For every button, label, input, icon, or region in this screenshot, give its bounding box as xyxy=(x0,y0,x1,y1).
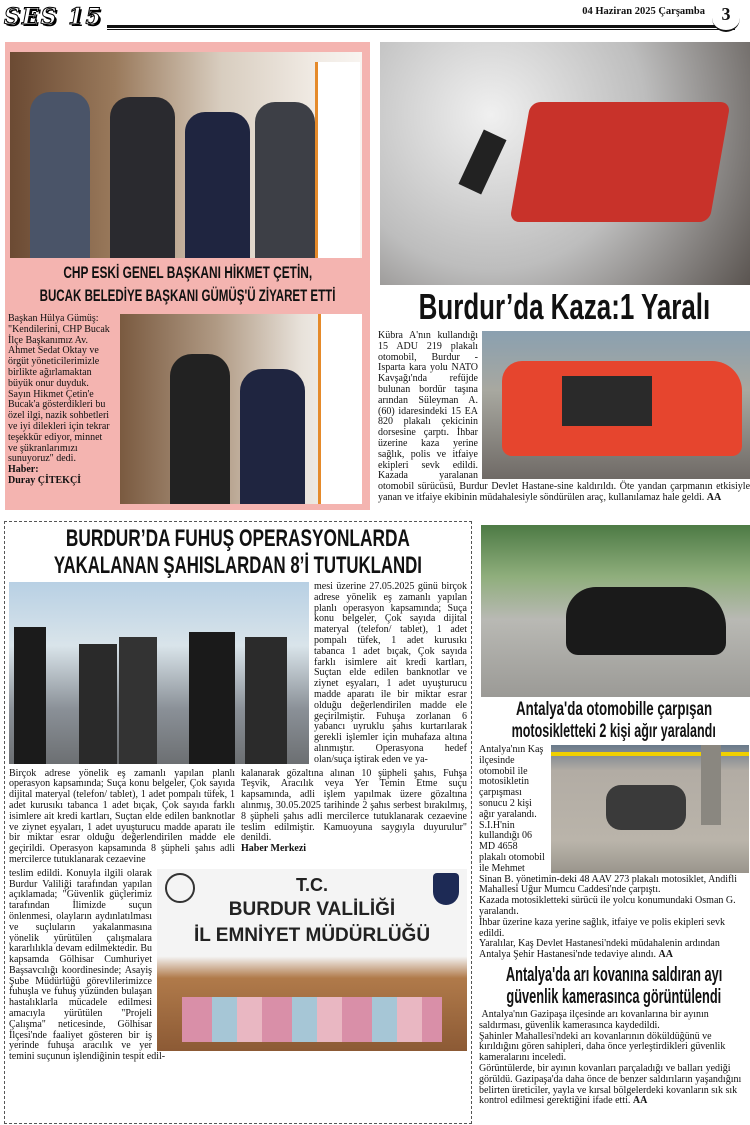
story4-headline-line1: Antalya'da otomobille çarpışan xyxy=(515,699,713,720)
photo-two-guests xyxy=(120,314,362,504)
story3-col-bottom-left: teslim edildi. Konuyla ilgili olarak Burdur Valiliği tarafından yapılan açıklamada; "Güvenlik güçlerimiz tarafından İlimizde suçun önlenmesi, olayların aydınlatılması ve suçluların yakalanmasına yönelik yürütülen çalışmalara kararlılıkla devam edilmektedir. Bu kapsamda Gölhisar Cumhuriyet Başsavcılığı koordinesinde; Asayiş Şube Müdürlüğü görevlilerimizce fuhuşla ve fuhuş yüzünden bulaşan hastalıklarla mücadele edilmesi amacıyla yürütülen "Projeli Çalışma" neticesinde, Gölhisar İlçesi'nde faaliyet gösteren bir iş yerinde fuhuşa aracılık ve yer temini suçunun işlendiğinin tespit edil- xyxy=(9,867,166,1063)
story1-headline-line1: CHP ESKİ GENEL BAŞKANI HİKMET ÇETİN, xyxy=(63,263,312,282)
story5-headline-line2: güvenlik kamerasınca görüntülendi xyxy=(506,985,722,1008)
masthead xyxy=(0,0,750,38)
issue-date: 04 Haziran 2025 Çarşamba xyxy=(582,6,705,17)
story2-source: AA xyxy=(706,491,722,503)
story1-body: Başkan Hülya Gümüş: "Kendilerini, CHP Bucak İlçe Başkanımız Av. Ahmet Sedat Oktay ve örgüt yöneticilerimizle birlikte ağırlamaktan büyük onur duyduk. Sayın Hikmet Çetin'e Bucak'a gösterdikleri bu özel ilgi, nazik sohbetleri ve iyi dilekleri için tekrar teşekkür ediyor, minnet ve şükranlarımızı sunuyoruz" dedi. Haber: Duray ÇİTEKÇİ xyxy=(8,313,110,486)
story-chp-visit xyxy=(5,42,370,510)
sign-line-2: BURDUR VALİLİĞİ xyxy=(228,898,396,920)
story4-body-column: Antalya'nın Kaş ilçesinde otomobil ile motosikletin çarpışması sonucu 2 kişi ağır yaralandı. S.I.H'nin kullandığı 06 MD 4658 plakalı otomobil ile Mehmet Sinan B. yönetimin- xyxy=(479,744,560,885)
sign-line-1: T.C. xyxy=(295,874,328,895)
page-number: 3 xyxy=(712,4,740,32)
photo-group-visit xyxy=(10,52,362,258)
story4-body: Antalya'nın Kaş ilçesinde otomobil ile motosikletin çarpışması sonucu 2 kişi ağır yaralandı. S.I.H'nin kullandığı 06 MD 4658 plakalı otomobil ile Mehmet Sinan B. yönetimin-deki 48 AAV 273 plakalı motosiklet, Andifli Mahallesi Uğur Mumcu Caddesi'nde çarpıştı. Kazada motosikletteki sürücü ile yolcu konumundaki Osman G. yaralandı. İhbar üzerine kaza yerine sağlık, itfaiye ve polis ekipleri sevk edildi. Yaralılar, Kaş Devlet Hastanesi'ndeki müdahalenin ardından Antalya Şehir Hastanesi'nde tedaviye alındı. AA xyxy=(479,744,737,961)
photo-black-car xyxy=(481,525,750,697)
story3-col-mid-left: Birçok adrese yönelik eş zamanlı yapılan planlı operasyon kapsamında; Suça konu belgeler, Çok sayıda dijital materyal (telefon/ tablet), 1 adet pompalı tüfek, 1 adet kurusıkı tabanca 1 adet bıçak, Çok sayıda farklı isimlere ait kredi kartları, Suçtan elde edilen banknotlar ve ziynet eşyaları, 1 adet uyuşturucu madde aparatı ile bir miktar esrar olduğu değerlendirilen madde ele geçirildi. Operasyon kapsamında 8 şüpheli şahıs adli mercilerce tutuklanarak cezaevine xyxy=(9,767,235,865)
story3-headline-line1: BURDUR’DA FUHUŞ OPERASYONLARDA xyxy=(66,525,411,552)
story3-byline: Haber Merkezi xyxy=(241,843,307,855)
photo-crashed-motorcycle xyxy=(551,745,749,873)
photo-suspects-escorted xyxy=(9,582,309,764)
story-burdur-operation xyxy=(4,521,472,1124)
photo-damaged-red-car xyxy=(482,331,750,479)
story2-headline: Burdur’da Kaza:1 Yaralı xyxy=(418,286,710,327)
paper-name: SES 15 xyxy=(4,4,107,30)
story5-source: AA xyxy=(632,1095,648,1107)
story2-body-wide: sine kaldırıldı. Öte yandan çarpmanın etkisiyle yanan ve itfaiye ekibinin müdahalesiyle söndürülen araç, kullanılamaz hale geldi. xyxy=(378,481,750,503)
story2-body-column: Kübra A'nın kullandığı 15 ADU 219 plakalı otomobil, Burdur - Isparta kara yolu NATO Kavşağı'nda refüjde bulunan bordür taşına arından Süleyman A.(60) idaresindeki 15 EA 820 plakalı çekicinin dorsesine çarptı. İhbar üzerine kaza yerine sağlık, polis ve itfaiye ekipleri sevk edildi. Kazada yaralanan otomobil sürücüsü, Burdur Devlet Hastane- xyxy=(378,330,558,493)
photo-seized-items xyxy=(157,869,467,1051)
story4-headline-line2: motosikletteki 2 kişi ağır yaralandı xyxy=(511,721,717,742)
story3-headline-line2: YAKALANAN ŞAHISLARDAN 8’İ TUTUKLANDI xyxy=(53,552,423,579)
story4-source: AA xyxy=(658,949,673,961)
story5-body: Antalya'nın Gazipaşa ilçesinde arı kovanlarına bir ayının saldırması, güvenlik kamerasınca kaydedildi. Şahinler Mahallesi'ndeki arı kovanlarının döküldüğünü ve kırıldığını gören sahipleri, daha önce yerleştirdikleri güvenlik kameralarını inceledi. Görüntülerde, bir ayının kovanları parçaladığı ve balları yediği görüldü. Gazipaşa'da daha önce de benzer saldırıların yaşandığını belirten üreticiler, yayla ve kırsal bölgelerdeki kovanların sık sık kontrol edilmesi gerektiğini ifade etti. AA xyxy=(479,1008,742,1107)
story3-col-mid-right: kalanarak gözaltına alınan 10 şüpheli şahıs, Fuhşa Teşvik, Aracılık veya Yer Temin Etme suçu kapsamında, adli işlem yapılmak üzere gözaltına alınmış, 30.05.2025 tarihinde 2 şahıs serbest bırakılmış, 8 şüpheli şahıs adli mercilerce tutuklanarak cezaevine teslim edilmiştir. Kamuoyuna saygıyla duyurulur" denildi. Haber Merkezi xyxy=(241,767,467,855)
story3-col-right: mesi üzerine 27.05.2025 günü birçok adrese yönelik eş zamanlı yapılan planlı operasyon kapsamında; Suça konu belgeler, Çok sayıda dijital materyal (telefon/ tablet), 1 adet pompalı tüfek, 1 adet kurusıkı tabanca 1 adet bıçak, Çok sayıda farklı isimlere ait kredi kartları, Suçtan elde edilen banknotlar ve ziynet eşyaları, 1 adet uyuşturucu madde aparatı ile bir miktar esrar olduğu değerlendirilen madde ele geçirilmiştir. Fuhuşa zorlanan 6 yabancı uyruklu şahıs kurtarılarak gerekli işlemler için muhafaza altına alınmıştır. Operasyona hedef olan/suça iştirak eden ve ya- xyxy=(314,581,467,765)
sign-line-3: İL EMNİYET MÜDÜRLÜĞÜ xyxy=(193,924,431,946)
story5-headline-line1: Antalya'da arı kovanına saldıran ayı xyxy=(505,963,723,986)
header-rule xyxy=(70,25,735,30)
story1-headline-line2: BUCAK BELEDİYE BAŞKANI GÜMÜŞ'Ü ZİYARET ETTİ xyxy=(39,286,336,305)
photo-burning-car xyxy=(380,42,750,285)
